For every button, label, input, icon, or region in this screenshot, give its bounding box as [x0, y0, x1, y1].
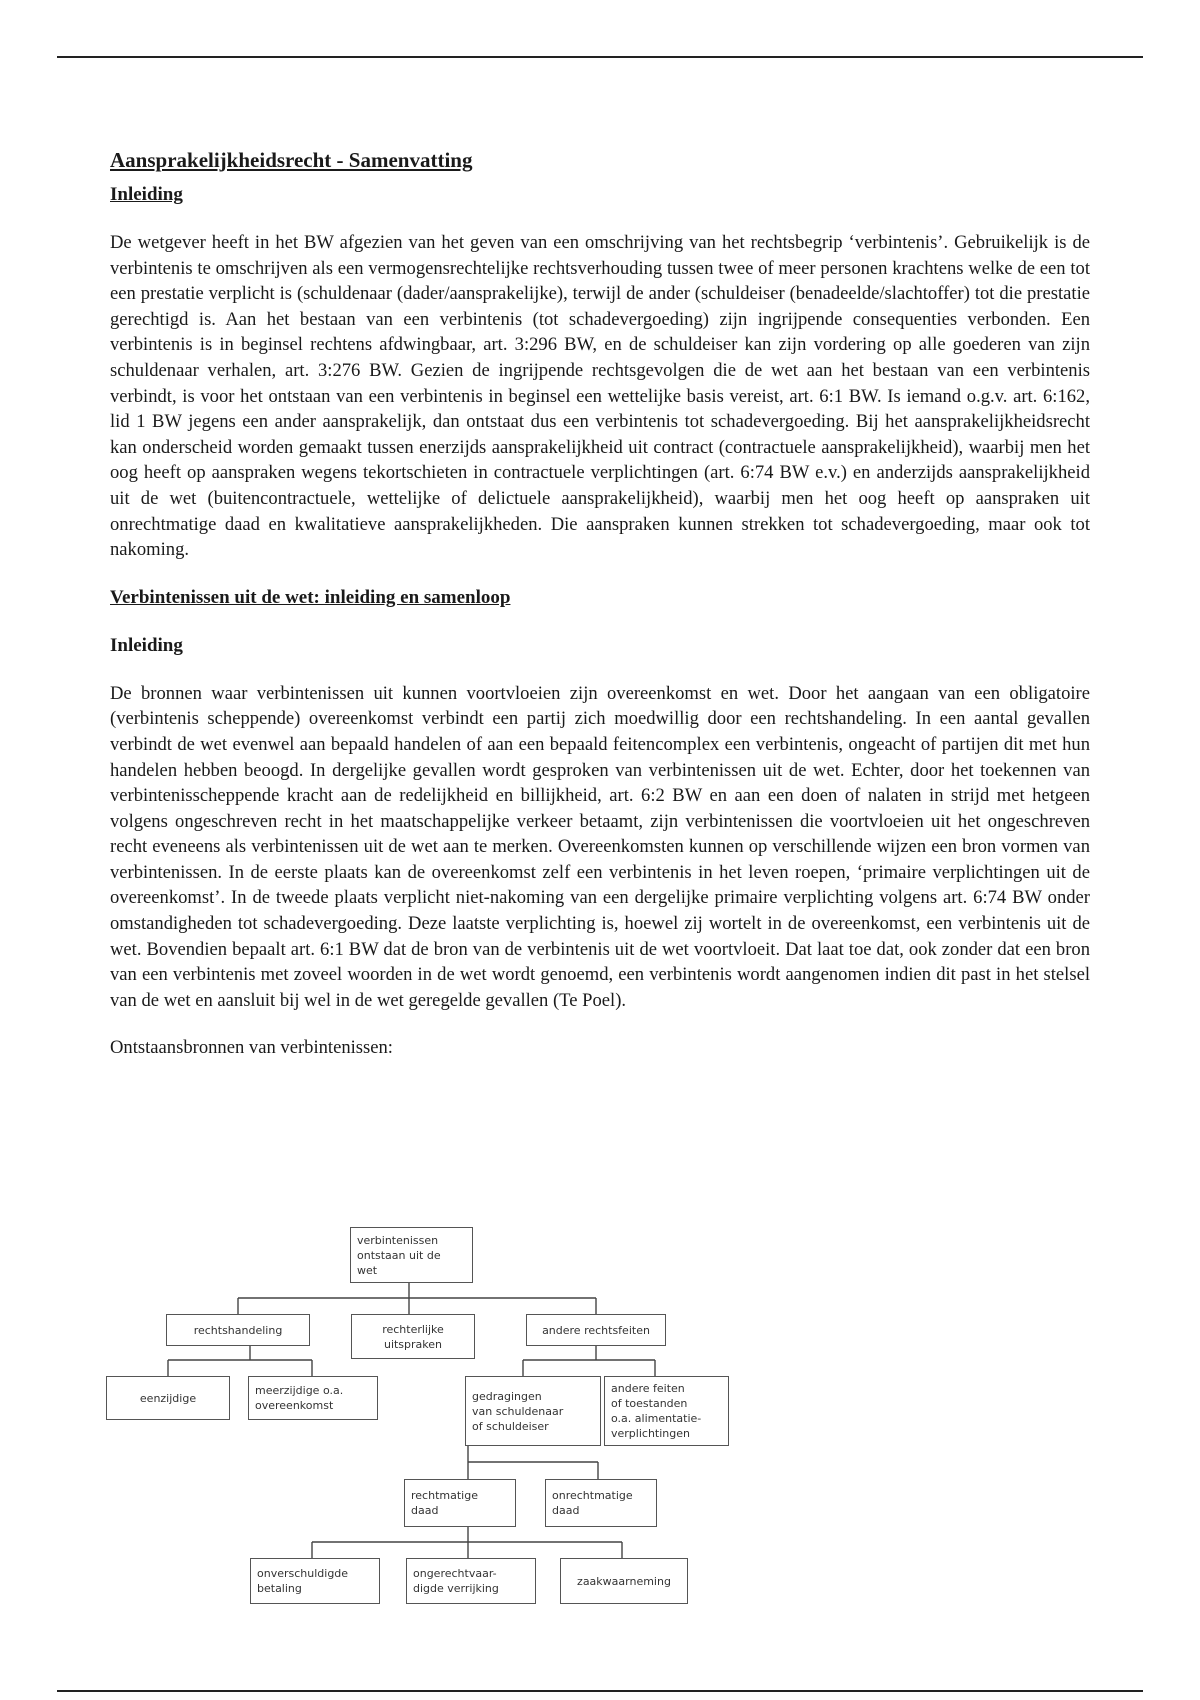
section-paragraph: De bronnen waar verbintenissen uit kunnen voortvloeien zijn overeenkomst en wet. Door het aangaan van een obligatoire (verbintenis scheppende) overeenkomst verbindt een partij zich moedwillig door een rechtshandeling. In een aantal gevallen verbindt de wet evenwel aan bepaald handelen of aan een bepaald feitencomplex een verbintenis, ongeacht of partijen dit met hun handelen hebben beoogd. In dergelijke gevallen wordt gesproken van verbintenissen uit de wet. Echter, door het toekennen van verbintenisscheppende kracht aan de redelijkheid en billijkheid, art. 6:2 BW en aan een doen of nalaten in strijd met hetgeen volgens ongeschreven recht in het maatschappelijke verkeer betaamt, zijn verbintenissen die voortvloeien uit het ongeschreven recht eveneens als verbintenissen uit de wet aan te merken. Overeenkomsten kunnen op verschillende wijzen een bron vormen van verbintenissen. In de eerste plaats kan de overeenkomst zelf een verbintenis in het leven roepen, ‘primaire verplichtingen uit de overeenkomst’. In de tweede plaats verplicht niet-nakoming van een dergelijke primaire verplichting volgens art. 6:74 BW onder omstandigheden tot schadevergoeding. Deze laatste verplichting is, hoewel zij wortelt in de overeenkomst, een verbintenis uit de wet. Bovendien bepaalt art. 6:1 BW dat de bron van de verbintenis uit de wet voortvloeit. Dat laat toe dat, ook zonder dat een bron van een verbintenis met zoveel woorden in de wet wordt genoemd, een verbintenis wordt aangenomen indien dit past in het stelsel van de wet en aansluit bij wel in de wet geregelde gevallen (Te Poel). [110, 682, 1090, 1011]
intro-paragraph: De wetgever heeft in het BW afgezien van het geven van een omschrijving van het rechtsbegrip ‘verbintenis’. Gebruikelijk is de verbintenis te omschrijven als een vermogensrechtelijke rechtsverhouding tussen twee of meer personen krachtens welke de een tot een prestatie verplicht is (schuldenaar (dader/aansprakelijke), terwijl de ander (schuldeiser (benadeelde/slachtoffer) tot die prestatie gerechtigd is. Aan het bestaan van een verbintenis (tot schadevergoeding) zijn ingrijpende consequenties verbonden. Een verbintenis is in beginsel rechtens afdwingbaar, art. 3:296 BW, en de schuldeiser kan zijn vordering op alle goederen van zijn schuldenaar verhalen, art. 3:276 BW. Gezien de ingrijpende rechtsgevolgen die de wet aan het bestaan van een verbintenis verbindt, is voor het ontstaan van een verbintenis in beginsel een wettelijke basis vereist, art. 6:1 BW. Is iemand o.g.v. art. 6:162, lid 1 BW jegens een ander aansprakelijk, dan ontstaat dus een verbintenis tot schadevergoeding. Bij het aansprakelijkheidsrecht kan onderscheid worden gemaakt tussen enerzijds aansprakelijkheid uit contract (contractuele aansprakelijkheid), waarbij men het oog heeft op aanspraken wegens tekortschieten in contractuele verplichtingen (art. 6:74 BW e.v.) en anderzijds aansprakelijkheid uit de wet (buitencontractuele, wettelijke of delictuele aansprakelijkheid), waarbij men het oog heeft op aanspraken uit onrechtmatige daad en kwalitatieve aansprakelijkheden. Die aanspraken kunnen strekken tot schadevergoeding, maar ook tot nakoming. [110, 232, 1090, 561]
diagram-node-onrechtmatige-daad: onrechtmatige daad [545, 1479, 657, 1527]
diagram-node-meerzijdige: meerzijdige o.a. overeenkomst [248, 1376, 378, 1420]
bottom-rule [57, 1690, 1143, 1692]
top-rule [57, 56, 1143, 58]
document-title: Aansprakelijkheidsrecht - Samenvatting [110, 148, 473, 172]
diagram-node-onverschuldigde-betaling: onverschuldigde betaling [250, 1558, 380, 1604]
diagram-node-andere-rechtsfeiten: andere rechtsfeiten [526, 1314, 666, 1346]
diagram-caption: Ontstaansbronnen van verbintenissen: [110, 1037, 393, 1059]
diagram-node-ongerechtvaardigde-verrijking: ongerechtvaar- digde verrijking [406, 1558, 536, 1604]
intro-heading: Inleiding [110, 184, 183, 205]
document-body [110, 146, 1090, 1061]
section-heading: Verbintenissen uit de wet: inleiding en samenloop [110, 586, 511, 608]
diagram-node-eenzijdige: eenzijdige [106, 1376, 230, 1420]
diagram-node-rechtmatige-daad: rechtmatige daad [404, 1479, 516, 1527]
diagram-node-andere-feiten: andere feiten of toestanden o.a. alimentatie- verplichtingen [604, 1376, 729, 1446]
diagram-node-zaakwaarneming: zaakwaarneming [560, 1558, 688, 1604]
diagram-node-rechterlijke-uitspraken: rechterlijke uitspraken [351, 1314, 475, 1359]
section-subheading: Inleiding [110, 634, 183, 656]
diagram-node-gedragingen: gedragingen van schuldenaar of schuldeiser [465, 1376, 601, 1446]
diagram-node-root: verbintenissen ontstaan uit de wet [350, 1227, 473, 1283]
diagram-node-rechtshandeling: rechtshandeling [166, 1314, 310, 1346]
